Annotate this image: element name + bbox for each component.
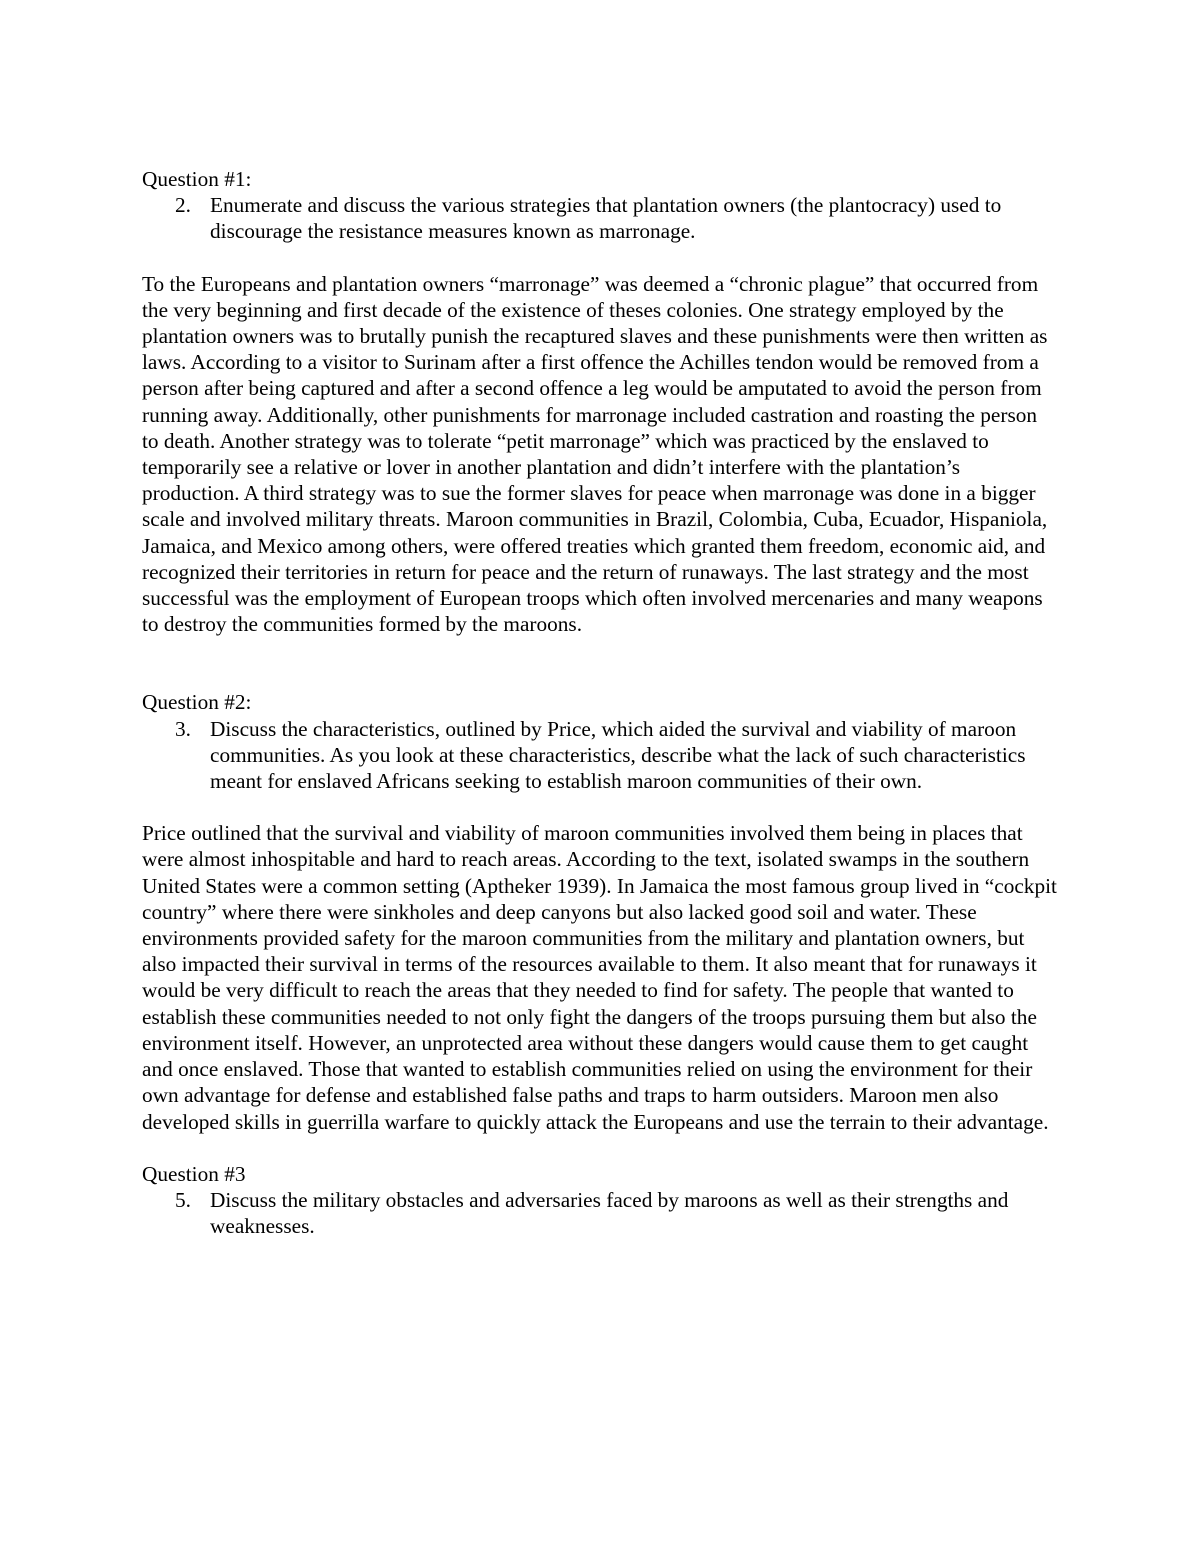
spacer (142, 245, 1058, 271)
question-1-heading: Question #1: (142, 167, 252, 191)
question-3-number: 5. (175, 1187, 191, 1212)
question-3-item (142, 1187, 1058, 1239)
question-3-heading: Question #3 (142, 1161, 246, 1186)
spacer (142, 794, 1058, 820)
question-1-number: 2. (175, 193, 191, 218)
question-2-prompt: Discuss the characteristics, outlined by Price, which aided the survival and viability of maroon communities. As you look at these characteristics, describe what the lack of such characteristics meant for enslaved Africans seeking to establish maroon communities of their own. (210, 716, 1026, 794)
spacer (142, 1135, 1058, 1161)
question-2-number: 3. (175, 716, 191, 741)
question-1-prompt: Enumerate and discuss the various strategies that plantation owners (the plantocracy) used to discourage the resistance measures known as marronage. (210, 193, 1002, 244)
question-2-item (142, 716, 1058, 795)
question-2-answer: Price outlined that the survival and viability of maroon communities involved them being in places that were almost inhospitable and hard to reach areas. According to the text, isolated swamps in the southern United States were a common setting (Aptheker 1939). In Jamaica the most famous group lived in “cockpit country” where there were sinkholes and deep canyons but also lacked good soil and water. These environments provided safety for the maroon communities from the military and plantation owners, but also impacted their survival in terms of the resources available to them. It also meant that for runaways it would be very difficult to reach the areas that they needed to find for safety. The people that wanted to establish these communities needed to not only fight the dangers of the troops pursuing them but also the environment itself. However, an unprotected area without these dangers would cause them to get caught and once enslaved. Those that wanted to establish communities relied on using the environment for their own advantage for defense and established false paths and traps to harm outsiders. Maroon men also developed skills in guerrilla warfare to quickly attack the Europeans and use the terrain to their advantage. (142, 821, 1057, 1134)
document-page (142, 166, 1058, 1239)
question-1-answer: To the Europeans and plantation owners “marronage” was deemed a “chronic plague” that occurred from the very beginning and first decade of the existence of theses colonies. One strategy employed by the plantation owners was to brutally punish the recaptured slaves and these punishments were then written as laws. According to a visitor to Surinam after a first offence the Achilles tendon would be removed from a person after being captured and after a second offence a leg would be amputated to avoid the person from running away. Additionally, other punishments for marronage included castration and roasting the person to death. Another strategy was to tolerate “petit marronage” which was practiced by the enslaved to temporarily see a relative or lover in another plantation and didn’t interfere with the plantation’s production. A third strategy was to sue the former slaves for peace when marronage was done in a bigger scale and involved military threats. Maroon communities in Brazil, Colombia, Cuba, Ecuador, Hispaniola, Jamaica, and Mexico among others, were offered treaties which granted them freedom, economic aid, and recognized their territories in return for peace and the return of runaways. The last strategy and the most successful was the employment of European troops which often involved mercenaries and many weapons to destroy the communities formed by the maroons. (142, 271, 1048, 637)
question-1-item (142, 192, 1058, 244)
question-3-prompt: Discuss the military obstacles and adversaries faced by maroons as well as their strengths and weaknesses. (210, 1187, 1009, 1239)
spacer (142, 637, 1058, 689)
question-2-heading: Question #2: (142, 690, 252, 715)
